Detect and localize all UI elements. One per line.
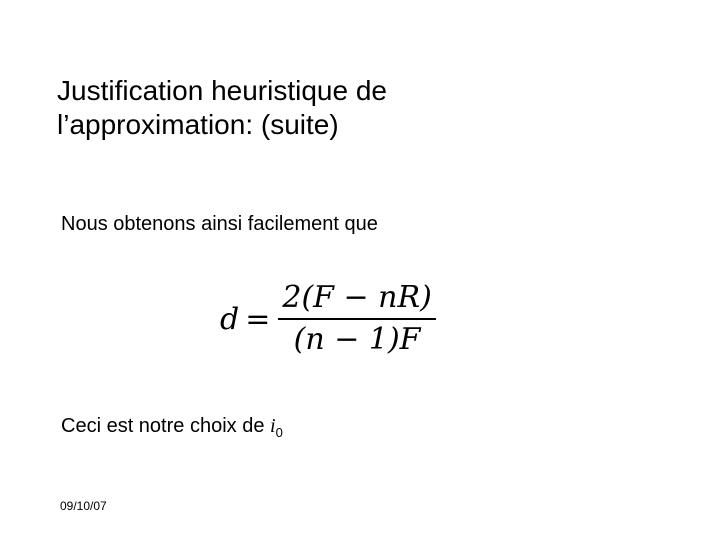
slide-date: 09/10/07: [60, 499, 107, 513]
slide-title-line-1: Justification heuristique de: [57, 75, 387, 106]
fraction-bar: [278, 318, 435, 320]
choice-text-label: Ceci est notre choix de: [61, 415, 270, 437]
intro-text: Nous obtenons ainsi facilement que: [61, 213, 378, 235]
slide-title: [57, 74, 657, 142]
formula-d: [220, 280, 436, 358]
formula-fraction: [278, 280, 435, 358]
slide-title-line-2: l’approximation: (suite): [57, 109, 339, 140]
formula-lhs: d: [220, 301, 240, 337]
choice-symbol-subscript: 0: [275, 425, 283, 440]
choice-symbol: [270, 415, 283, 440]
choice-symbol-letter: i: [270, 415, 276, 437]
choice-text: [61, 414, 283, 445]
formula-equals: =: [245, 301, 271, 337]
formula-numerator: 2(F − nR): [282, 280, 432, 315]
formula-denominator: (n − 1)F: [293, 322, 421, 357]
